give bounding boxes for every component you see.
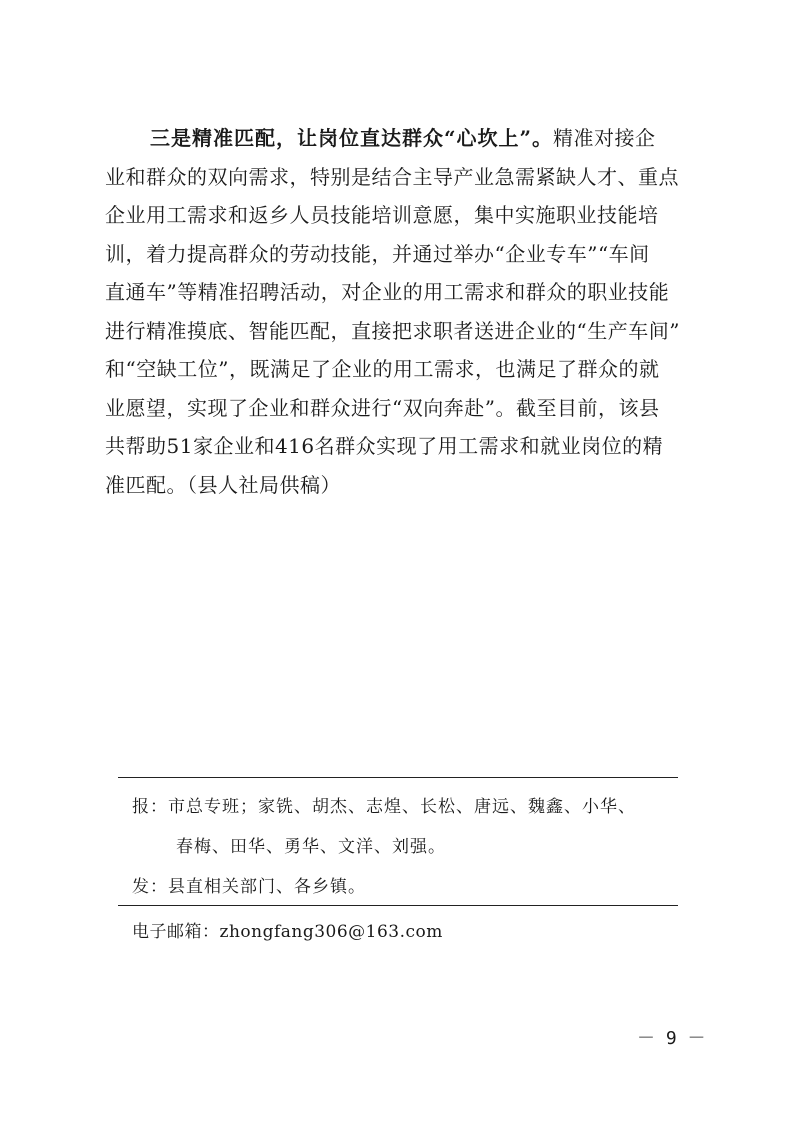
paragraph-line: 共帮助51家企业和416名群众实现了用工需求和就业岗位的精 — [105, 434, 664, 458]
paragraph-line: 准匹配。（县人社局供稿） — [105, 472, 341, 497]
contact-email: 电子邮箱：zhongfang306@163.com — [132, 922, 443, 942]
report-recipients-continued: 春梅、田华、勇华、文洋、刘强。 — [176, 837, 446, 857]
article-paragraph — [105, 119, 697, 504]
paragraph-line: 和“空缺工位”，既满足了企业的用工需求，也满足了群众的就 — [105, 357, 660, 381]
page-number: － 9 － — [637, 1028, 706, 1049]
paragraph-line: 企业用工需求和返乡人员技能培训意愿，集中实施职业技能培 — [105, 203, 659, 227]
paragraph-line: 训，着力提高群众的劳动技能，并通过举办“企业专车”“车间 — [105, 241, 650, 266]
send-recipients: 发：县直相关部门、各乡镇。 — [132, 877, 366, 897]
divider-bottom — [118, 905, 678, 906]
paragraph-line — [105, 119, 697, 158]
section-heading: 三是精准匹配，让岗位直达群众“心坎上”。 — [150, 126, 554, 150]
report-recipients: 报：市总专班；家铣、胡杰、志煌、长松、唐远、魏鑫、小华、 — [132, 797, 636, 817]
paragraph-text: 精准对接企 — [553, 126, 656, 150]
paragraph-line: 业和群众的双向需求，特别是结合主导产业急需紧缺人才、重点 — [105, 164, 679, 189]
paragraph-line: 进行精准摸底、智能匹配，直接把求职者送进企业的“生产车间” — [105, 318, 680, 343]
paragraph-line: 直通车”等精准招聘活动，对企业的用工需求和群众的职业技能 — [105, 280, 670, 304]
paragraph-line: 业愿望，实现了企业和群众进行“双向奔赴”。截至目前，该县 — [105, 395, 660, 420]
divider-top — [118, 777, 678, 778]
